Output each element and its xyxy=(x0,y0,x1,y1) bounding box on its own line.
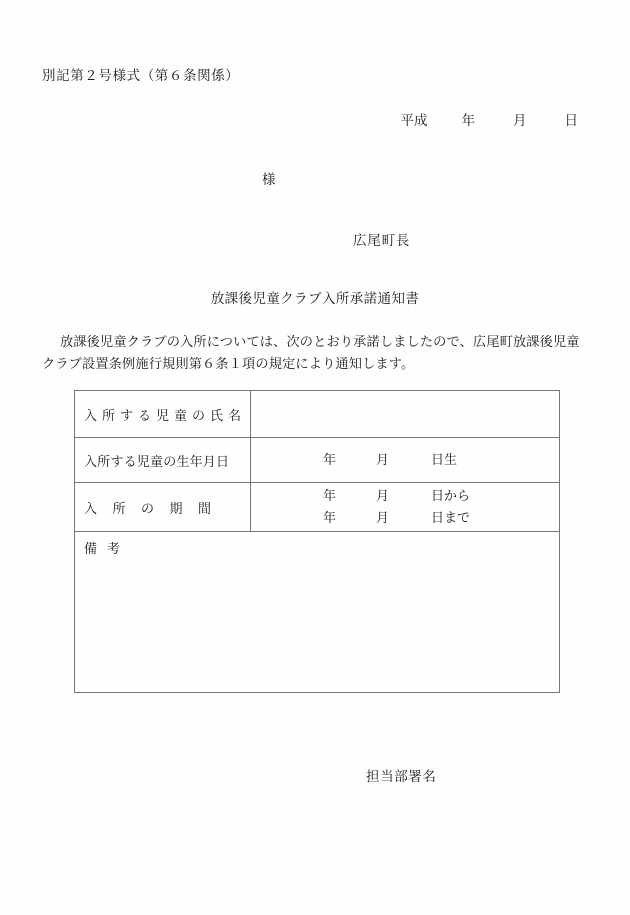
issuer-name: 広尾町長 xyxy=(353,233,411,248)
date-line xyxy=(0,109,578,129)
body-line-2: クラブ設置条例施行規則第６条１項の規定により通知します。 xyxy=(42,356,415,371)
remarks-cell[interactable] xyxy=(75,532,560,693)
value-cell-child-name[interactable] xyxy=(251,391,560,438)
table-row-remarks xyxy=(75,532,560,693)
period-to-month-label: 月 xyxy=(376,510,390,525)
table-row-period xyxy=(75,483,560,532)
label-cell-child-name xyxy=(75,391,251,438)
label-cell-period xyxy=(75,483,251,532)
year-label: 年 xyxy=(461,113,475,128)
birthdate-label: 入所する児童の生年月日 xyxy=(84,453,230,469)
admission-details-table xyxy=(74,390,560,693)
value-cell-period[interactable] xyxy=(251,483,560,532)
month-label: 月 xyxy=(513,113,527,128)
birthdate-year-label: 年 xyxy=(323,452,337,467)
value-cell-birthdate[interactable] xyxy=(251,438,560,483)
addressee-honorific: 様 xyxy=(262,172,276,187)
birthdate-month-label: 月 xyxy=(376,452,390,467)
body-line-1: 放課後児童クラブの入所については、次のとおり承諾しましたので、広尾町放課後児童 xyxy=(60,334,580,349)
day-label: 日 xyxy=(564,113,578,128)
body-paragraph xyxy=(42,331,594,375)
period-from-line xyxy=(251,485,559,507)
footer-department: 担当部署名 xyxy=(366,769,437,784)
birthdate-placeholder-line xyxy=(251,449,559,471)
period-to-year-label: 年 xyxy=(323,510,337,525)
remarks-label: 備考 xyxy=(84,541,131,556)
period-from-year-label: 年 xyxy=(323,488,337,503)
table-row-child-name xyxy=(75,391,560,438)
period-to-line xyxy=(251,507,559,529)
document-title: 放課後児童クラブ入所承諾通知書 xyxy=(210,291,420,306)
birthdate-day-label: 日生 xyxy=(431,452,458,467)
period-from-month-label: 月 xyxy=(376,488,390,503)
era-label: 平成 xyxy=(400,113,428,128)
form-number: 別記第２号様式（第６条関係） xyxy=(42,68,240,83)
label-cell-birthdate xyxy=(75,438,251,483)
child-name-label: 入所する児童の氏名 xyxy=(84,407,247,423)
table-row-birthdate xyxy=(75,438,560,483)
period-from-day-label: 日から xyxy=(431,488,471,503)
period-to-day-label: 日まで xyxy=(431,510,471,525)
period-label: 入所の期間 xyxy=(84,500,227,516)
